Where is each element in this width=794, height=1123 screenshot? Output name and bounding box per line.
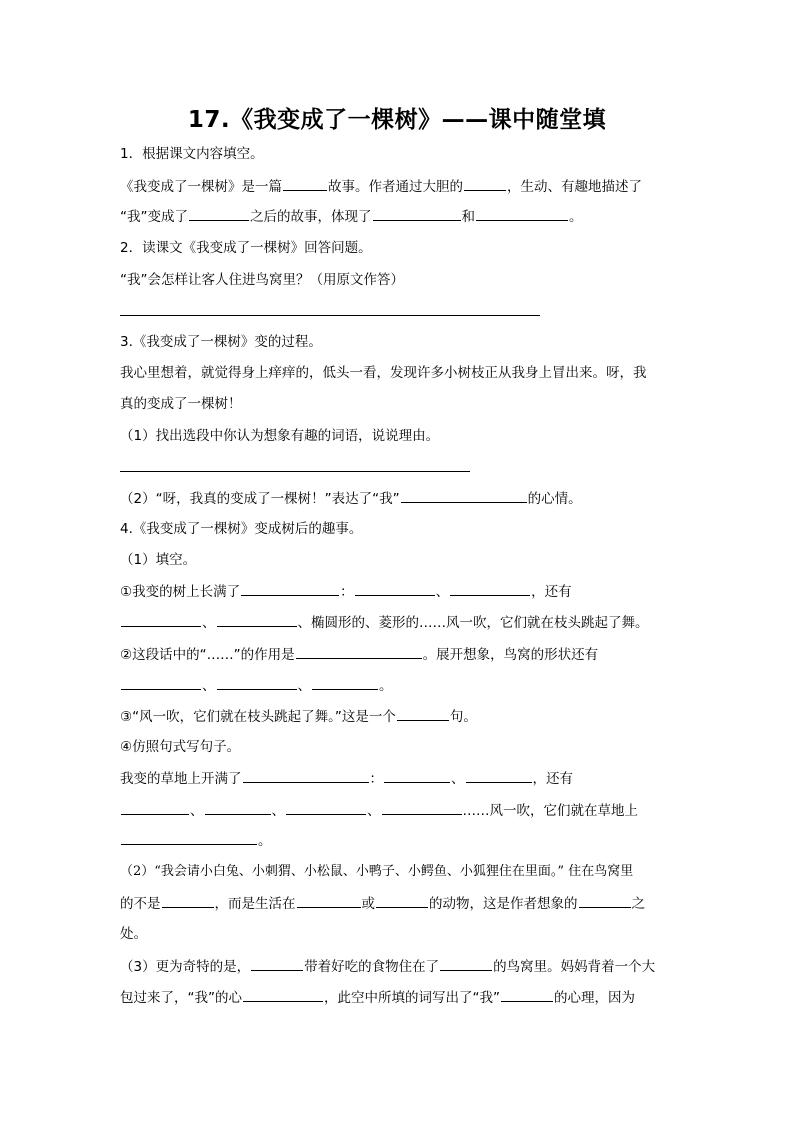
text: 、 [451, 771, 465, 787]
answer-line[interactable] [120, 471, 470, 472]
q1-line-1 [120, 176, 642, 197]
answer-blank[interactable] [121, 830, 257, 845]
text: 之后的故事，体现了 [250, 209, 372, 225]
text: ，生动、有趣地描述了 [507, 179, 642, 195]
answer-blank[interactable] [241, 581, 339, 596]
answer-blank[interactable] [373, 206, 461, 221]
text: 故事。作者通过大胆的 [328, 179, 463, 195]
q3-passage-line-1: 我心里想着，就觉得身上痒痒的，低头一看，发现许多小树枝正从我身上冒出来。呀，我 [120, 365, 647, 381]
text: ： [369, 771, 383, 787]
page-title: 17.《我变成了一棵树》——课中随堂填 [187, 107, 607, 133]
text: （2）“呀，我真的变成了一棵树！”表达了“我” [120, 491, 400, 507]
answer-blank[interactable] [384, 768, 450, 783]
q4-c3 [120, 706, 477, 727]
text: 。 [569, 209, 583, 225]
answer-blank[interactable] [355, 581, 435, 596]
text: （3）更为奇特的是， [120, 959, 251, 975]
answer-blank[interactable] [217, 675, 297, 690]
text: 。 [379, 678, 393, 694]
text: ③“风一吹，它们就在枝头跳起了舞。”这是一个 [120, 709, 396, 725]
answer-blank[interactable] [297, 893, 361, 908]
q4-part2-line-2 [120, 893, 645, 914]
answer-blank[interactable] [382, 800, 462, 815]
q4-part2-line-3: 处。 [120, 926, 147, 942]
text: ……风一吹，它们就在草地上 [462, 803, 638, 819]
text: 。展开想象，鸟窝的形状还有 [422, 647, 599, 663]
answer-blank[interactable] [205, 800, 271, 815]
answer-blank[interactable] [397, 706, 449, 721]
text: 的心理，因为 [554, 990, 635, 1006]
q4-c1-line-2 [120, 612, 649, 633]
text: 带着好吃的食物住在了 [304, 959, 440, 975]
q4-part2-line-1: （2）“我会请小白兔、小刺猬、小松鼠、小鸭子、小鳄鱼、小狐狸住在里面。” 住在鸟窝里 [120, 864, 634, 879]
text: 或 [361, 896, 375, 912]
text: 、 [367, 803, 381, 819]
q4-c4-line-2 [120, 800, 638, 821]
answer-blank[interactable] [243, 987, 323, 1002]
answer-blank[interactable] [376, 893, 428, 908]
text: 《我变成了一棵树》是一篇 [120, 179, 282, 195]
text: ①我变的树上长满了 [120, 584, 241, 600]
text: 和 [461, 209, 475, 225]
q4-c2-line-2 [120, 675, 393, 696]
answer-blank[interactable] [121, 612, 201, 627]
q3-sub1: （1）找出选段中你认为想象有趣的词语，说说理由。 [120, 428, 440, 444]
q4-part3-line-2 [120, 987, 635, 1008]
text: ②这段话中的“……”的作用是 [120, 647, 295, 663]
q3-heading: 3.《我变成了一棵树》变的过程。 [120, 334, 322, 350]
answer-blank[interactable] [286, 800, 366, 815]
answer-blank[interactable] [283, 176, 327, 191]
q2-question: “我”会怎样让客人住进鸟窝里？（用原文作答） [120, 272, 404, 288]
answer-blank[interactable] [251, 956, 303, 971]
q3-sub2 [120, 488, 582, 509]
text: 句。 [449, 709, 477, 725]
text: ，而是生活在 [214, 896, 296, 912]
answer-blank[interactable] [296, 644, 422, 659]
text: 、 [202, 615, 216, 631]
text: 、 [297, 678, 311, 694]
q3-passage-line-2: 真的变成了一棵树！ [120, 396, 242, 412]
answer-blank[interactable] [466, 768, 532, 783]
q4-c1-line-1 [120, 581, 572, 602]
text: ，还有 [532, 771, 573, 787]
answer-blank[interactable] [476, 206, 568, 221]
q4-heading: 4.《我变成了一棵树》变成树后的趣事。 [120, 521, 363, 537]
answer-blank[interactable] [464, 176, 506, 191]
q4-c4-line-3 [120, 830, 272, 851]
answer-blank[interactable] [162, 893, 214, 908]
text: ，此空中所填的词写出了“我” [324, 990, 500, 1006]
text: 、 [271, 803, 285, 819]
text: ： [340, 584, 354, 600]
text: “我”变成了 [120, 209, 188, 225]
text: 的鸟窝里。妈妈背着一个大 [493, 959, 656, 975]
answer-blank[interactable] [450, 581, 530, 596]
text: 、椭圆形的、菱形的……风一吹，它们就在枝头跳起了舞。 [297, 615, 649, 631]
answer-blank[interactable] [579, 893, 631, 908]
text: ，还有 [531, 584, 572, 600]
answer-blank[interactable] [501, 987, 553, 1002]
text: 的不是 [120, 896, 161, 912]
answer-blank[interactable] [121, 800, 189, 815]
text: 。 [258, 833, 272, 849]
q4-part3-line-1 [120, 956, 655, 977]
answer-blank[interactable] [189, 206, 249, 221]
q4-part1: （1）填空。 [120, 552, 197, 568]
answer-blank[interactable] [312, 675, 378, 690]
answer-blank[interactable] [217, 612, 297, 627]
text: 、 [202, 678, 216, 694]
answer-blank[interactable] [243, 768, 369, 783]
text: 之 [631, 896, 645, 912]
text: 我变的草地上开满了 [120, 771, 242, 787]
answer-blank[interactable] [121, 675, 201, 690]
q4-c2-line-1 [120, 644, 598, 665]
text: 的动物，这是作者想象的 [429, 896, 578, 912]
text: 、 [435, 584, 450, 600]
q1-line-2 [120, 206, 583, 227]
q4-c4-heading: ④仿照句式写句子。 [120, 739, 241, 755]
q2-heading: 2．读课文《我变成了一棵树》回答问题。 [120, 240, 372, 256]
q4-c4-line-1 [120, 768, 573, 789]
text: 包过来了，“我”的心 [120, 990, 242, 1006]
answer-blank[interactable] [440, 956, 492, 971]
answer-line[interactable] [120, 315, 540, 316]
answer-blank[interactable] [401, 488, 527, 503]
text: 的心情。 [527, 491, 582, 507]
text: 、 [190, 803, 204, 819]
q1-heading: 1．根据课文内容填空。 [120, 146, 264, 162]
